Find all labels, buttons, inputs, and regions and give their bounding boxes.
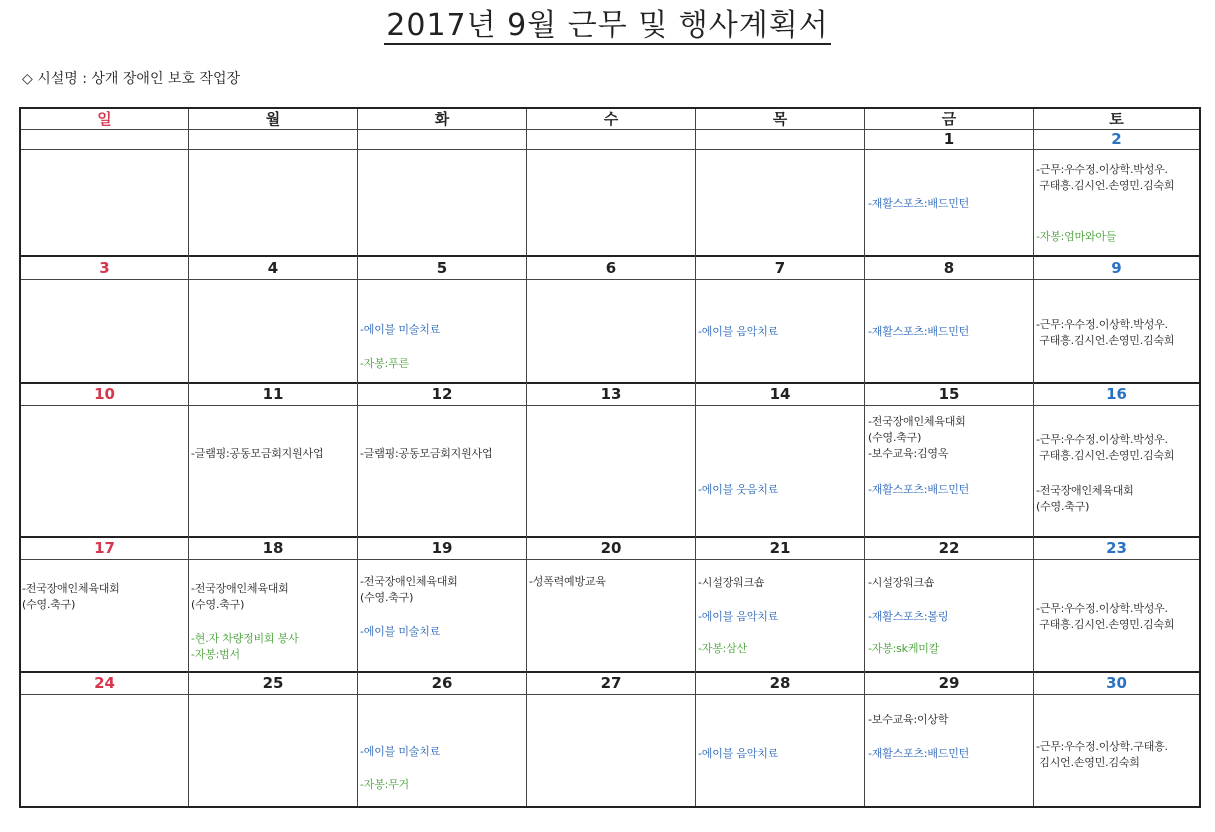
event-sep22-workshop: -시설장워크숍: [868, 576, 935, 589]
date-2: 2: [1111, 130, 1122, 148]
page-title-text: 2017년 9월 근무 및 행사계획서: [386, 8, 829, 43]
date-6: 6: [605, 259, 617, 277]
event-sep30-work: -근무:우수정.이상학.구태흥. 김시언.손영민.김숙희: [1036, 740, 1168, 769]
weekday-sat: 토: [1109, 110, 1124, 128]
date-23: 23: [1106, 539, 1127, 557]
event-sep15-sport: -재활스포츠:배드민턴: [868, 483, 970, 496]
date-24: 24: [94, 674, 115, 692]
date-18: 18: [262, 539, 284, 557]
date-20: 20: [600, 539, 622, 557]
event-sep7-music: -에이블 음악치료: [698, 325, 779, 338]
date-25: 25: [262, 674, 284, 692]
date-13: 13: [600, 385, 622, 403]
event-sep9-work: -근무:우수정.이상학.박성우. 구태흥.김시언.손영민.김숙희: [1036, 318, 1175, 347]
grid-line: [695, 109, 696, 806]
event-sep11-glamping: -글램핑:공동모금회지원사업: [191, 447, 324, 460]
event-sep18-games: -전국장애인체육대회 (수영.축구): [191, 582, 289, 611]
weekday-thu: 목: [772, 110, 788, 128]
event-sep26-art: -에이블 미술치료: [360, 745, 441, 758]
event-sep5-volunteer: -자봉:푸른: [360, 357, 409, 370]
grid-line: [21, 279, 1199, 280]
grid-line: [357, 109, 358, 806]
date-28: 28: [769, 674, 791, 692]
date-12: 12: [431, 385, 453, 403]
event-sep19-games: -전국장애인체육대회 (수영.축구): [360, 575, 458, 604]
date-30: 30: [1106, 674, 1127, 692]
date-27: 27: [600, 674, 622, 692]
grid-line: [21, 405, 1199, 406]
event-sep19-art: -에이블 미술치료: [360, 625, 441, 638]
event-sep23-work: -근무:우수정.이상학.박성우. 구태흥.김시언.손영민.김숙희: [1036, 602, 1175, 631]
event-sep28-music: -에이블 음악치료: [698, 747, 779, 760]
calendar-table: [19, 107, 1201, 808]
event-sep1-sport: -재활스포츠:배드민턴: [868, 197, 970, 210]
date-17: 17: [94, 539, 115, 557]
event-sep21-volunteer: -자봉:삼산: [698, 642, 747, 655]
date-1: 1: [943, 130, 955, 148]
date-9: 9: [1111, 259, 1122, 277]
event-sep8-sport: -재활스포츠:배드민턴: [868, 325, 970, 338]
event-sep29-edu: -보수교육:이상학: [868, 713, 949, 726]
grid-line: [526, 109, 527, 806]
date-16: 16: [1106, 385, 1127, 403]
grid-line: [21, 149, 1199, 150]
event-sep16-work: -근무:우수정.이상학.박성우. 구태흥.김시언.손영민.김숙희: [1036, 433, 1175, 462]
event-sep17-games: -전국장애인체육대회 (수영.축구): [22, 582, 120, 611]
page-title: [0, 6, 1215, 46]
event-sep16-games: -전국장애인체육대회 (수영.축구): [1036, 484, 1134, 513]
grid-line: [188, 109, 189, 806]
weekday-sun: 일: [97, 110, 112, 128]
facility-name: ◇ 시설명 : 상개 장애인 보호 작업장: [22, 71, 240, 87]
date-19: 19: [431, 539, 453, 557]
date-22: 22: [938, 539, 960, 557]
date-5: 5: [436, 259, 448, 277]
event-sep14-laughter: -에이블 웃음치료: [698, 483, 779, 496]
grid-line: [21, 559, 1199, 560]
date-15: 15: [938, 385, 960, 403]
event-sep21-music: -에이블 음악치료: [698, 610, 779, 623]
event-sep12-glamping: -글램핑:공동모금회지원사업: [360, 447, 493, 460]
date-8: 8: [943, 259, 955, 277]
event-sep22-sport: -재활스포츠:볼링: [868, 610, 949, 623]
date-4: 4: [267, 259, 279, 277]
event-sep15-games: -전국장애인체육대회 (수영.축구) -보수교육:김영옥: [868, 415, 966, 460]
date-10: 10: [94, 385, 115, 403]
date-11: 11: [262, 385, 284, 403]
event-sep26-volunteer: -자봉:무거: [360, 778, 409, 791]
grid-line: [21, 694, 1199, 695]
weekday-wed: 수: [603, 110, 619, 128]
weekday-fri: 금: [941, 110, 957, 128]
grid-line: [1033, 109, 1034, 806]
event-sep2-work: -근무:우수정.이상학.박성우. 구태흥.김시언.손영민.김숙희: [1036, 163, 1175, 192]
date-26: 26: [431, 674, 453, 692]
event-sep29-sport: -재활스포츠:배드민턴: [868, 747, 970, 760]
weekday-mon: 월: [265, 110, 281, 128]
date-3: 3: [99, 259, 110, 277]
date-29: 29: [938, 674, 960, 692]
event-sep18-volunteer: -현.자 차량정비회 봉사 -자봉:범서: [191, 632, 299, 661]
grid-line: [864, 109, 865, 806]
grid-line: [21, 255, 1199, 257]
event-sep5-art: -에이블 미술치료: [360, 323, 441, 336]
event-sep22-volunteer: -자봉:sk케미칼: [868, 642, 940, 655]
date-21: 21: [769, 539, 791, 557]
weekday-tue: 화: [434, 110, 450, 128]
date-7: 7: [774, 259, 786, 277]
event-sep20-edu: -성폭력예방교육: [529, 575, 606, 588]
date-14: 14: [769, 385, 791, 403]
event-sep21-workshop: -시설장워크숍: [698, 576, 765, 589]
event-sep2-volunteer: -자봉:엄마와아들: [1036, 230, 1117, 243]
